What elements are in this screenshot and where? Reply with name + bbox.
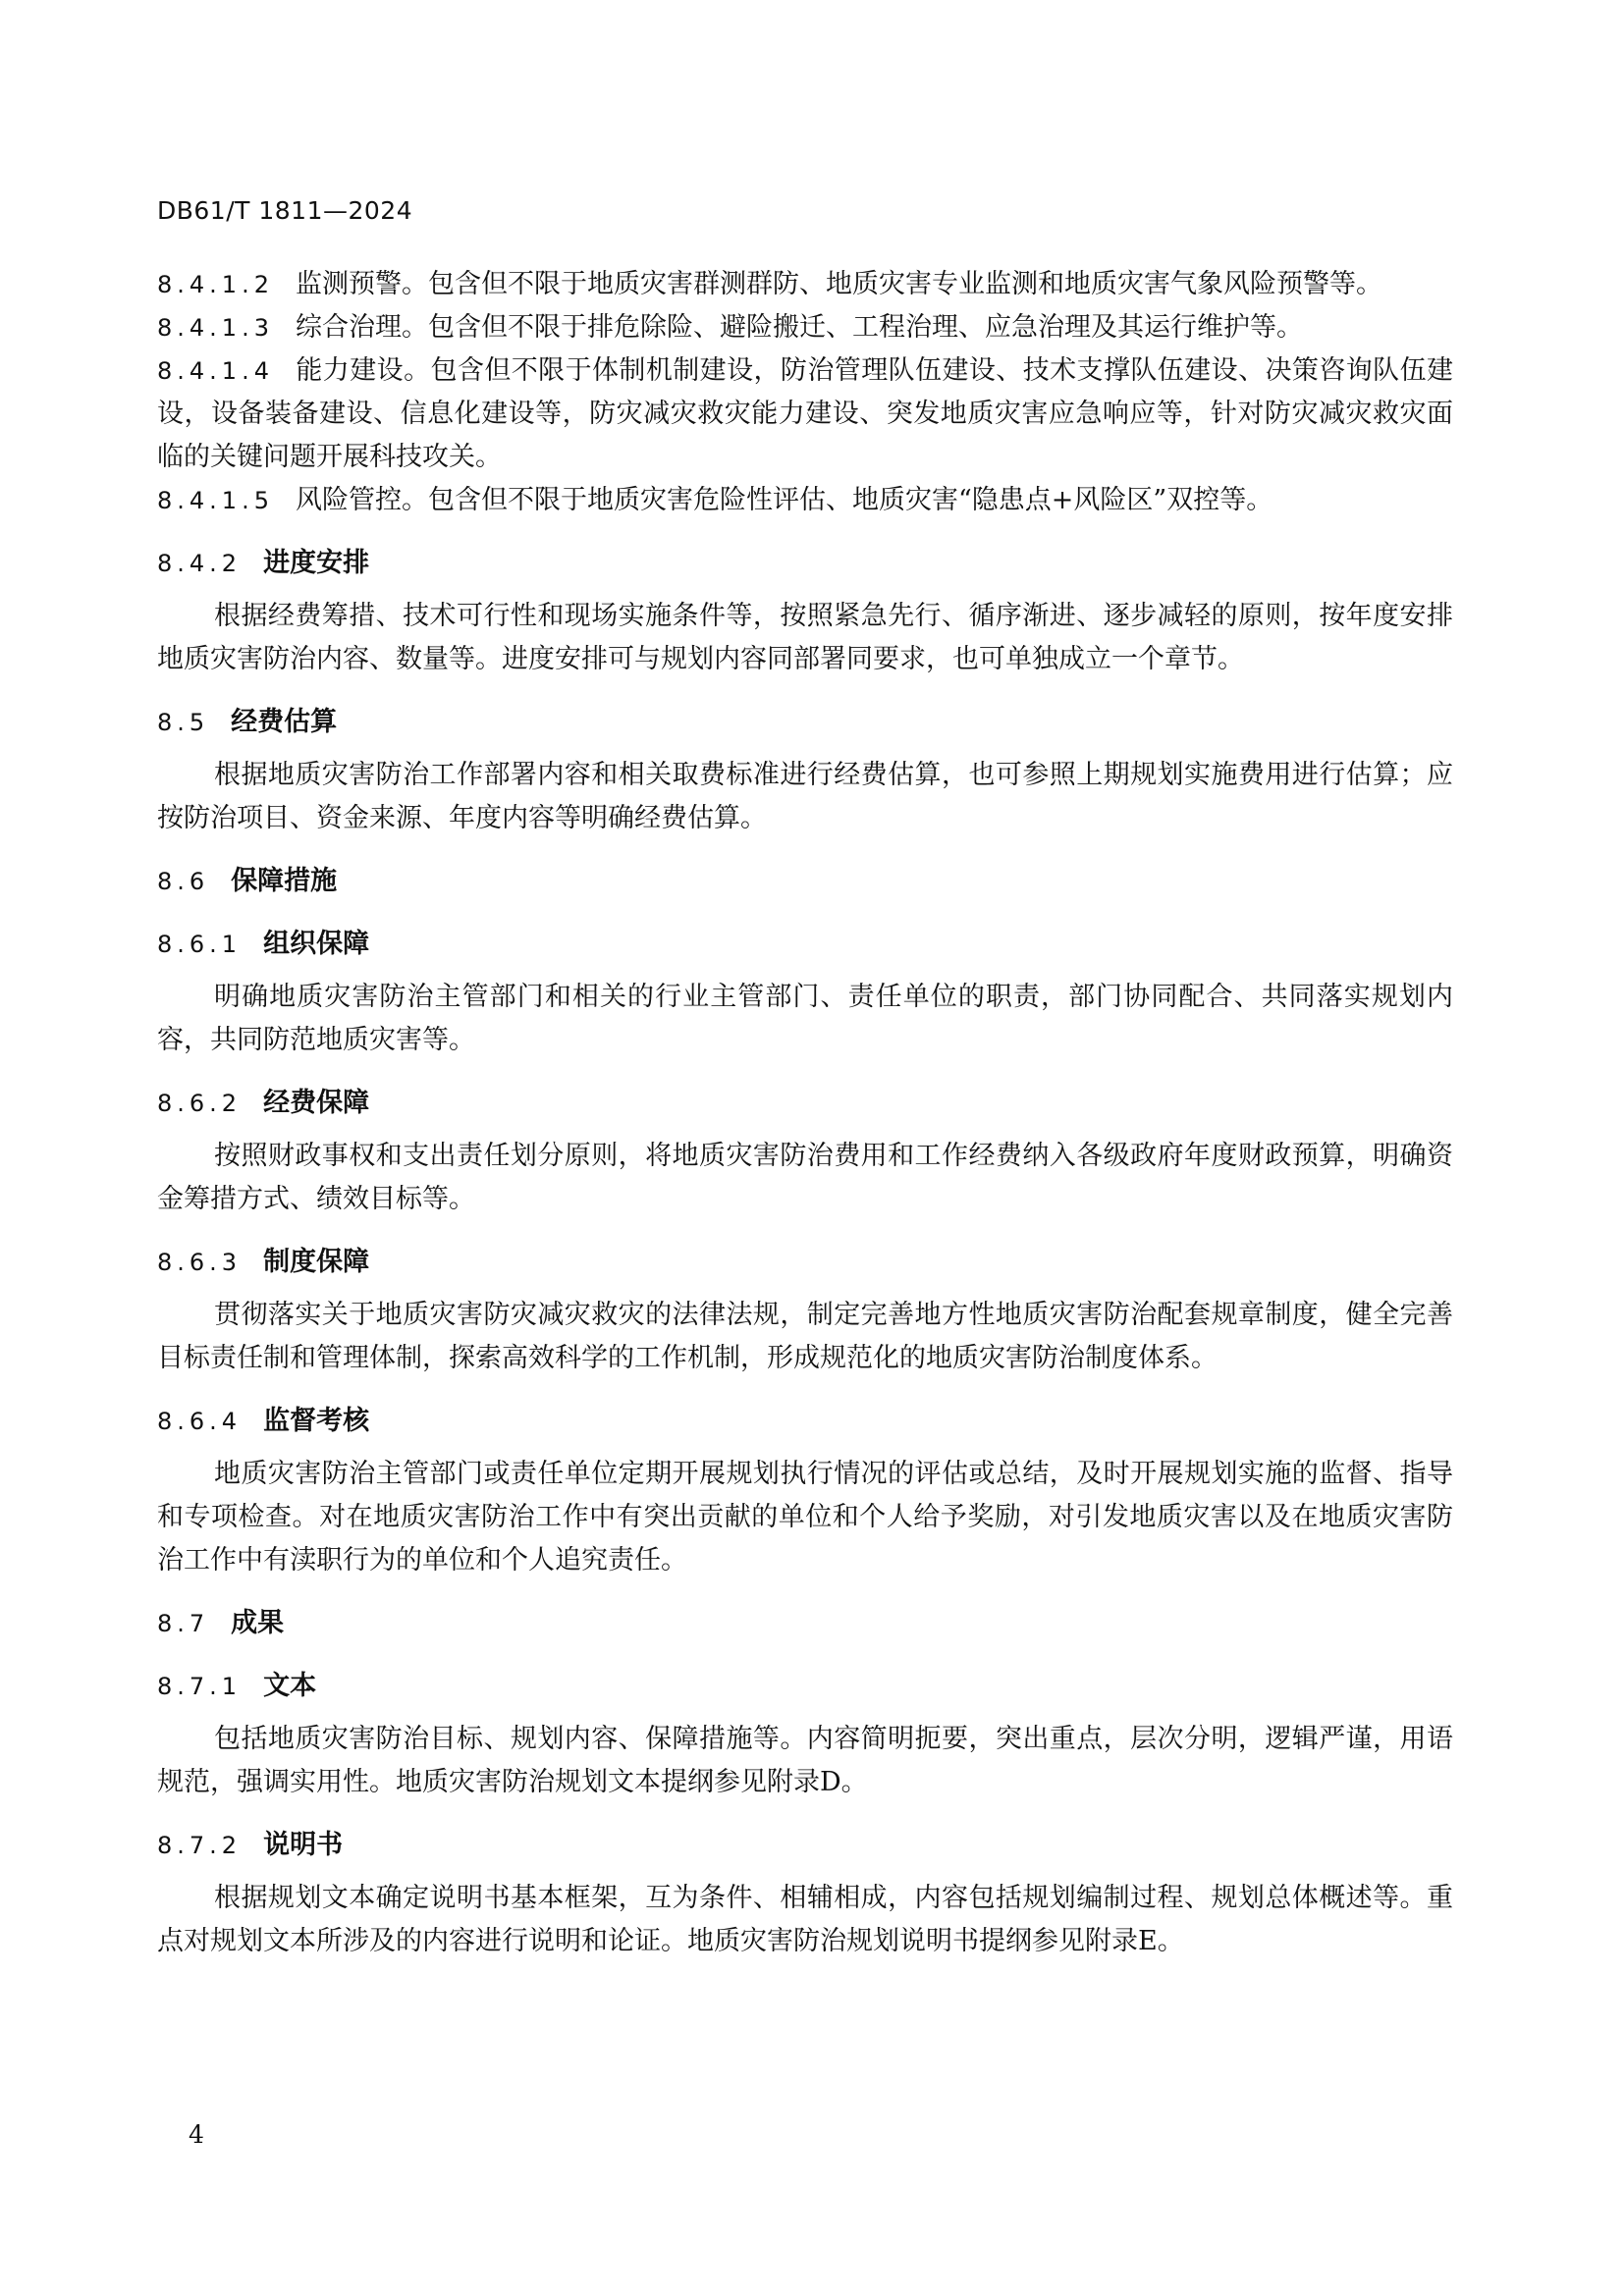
section-number: 8.4.2	[157, 550, 243, 577]
clause-text: 能力建设。包含但不限于体制机制建设，防治管理队伍建设、技术支撑队伍建设、决策咨询队伍建设，设备装备建设、信息化建设等，防灾减灾救灾能力建设、突发地质灾害应急响应等，针对防灾减灾救灾面临的关键问题开展科技攻关。	[157, 355, 1453, 472]
section-title: 进度安排	[263, 548, 370, 578]
section-number: 8.7.2	[157, 1832, 243, 1859]
heading-8-6	[157, 860, 1453, 903]
heading-8-7-2	[157, 1824, 1453, 1867]
section-number: 8.5	[157, 709, 210, 736]
heading-8-6-3	[157, 1241, 1453, 1284]
section-title: 组织保障	[263, 929, 370, 959]
page-number: 4	[189, 2120, 204, 2149]
document-code: DB61/T 1811—2024	[157, 196, 413, 225]
section-title: 制度保障	[263, 1247, 370, 1277]
clause-number: 8.4.1.5	[157, 487, 274, 514]
paragraph-8-7-1: 包括地质灾害防治目标、规划内容、保障措施等。内容简明扼要，突出重点，层次分明，逻辑严谨，用语规范，强调实用性。地质灾害防治规划文本提纲参见附录D。	[157, 1724, 1453, 1797]
paragraph-8-7-2: 根据规划文本确定说明书基本框架，互为条件、相辅相成，内容包括规划编制过程、规划总体概述等。重点对规划文本所涉及的内容进行说明和论证。地质灾害防治规划说明书提纲参见附录E。	[157, 1883, 1453, 1956]
section-title: 保障措施	[231, 866, 338, 896]
section-number: 8.6.4	[157, 1408, 243, 1435]
clause-8-4-1-3	[157, 306, 1453, 349]
clause-number: 8.4.1.4	[157, 357, 274, 385]
clause-number: 8.4.1.2	[157, 271, 274, 298]
clause-8-4-1-2	[157, 263, 1453, 306]
heading-8-7-1	[157, 1665, 1453, 1708]
heading-8-5	[157, 701, 1453, 744]
section-number: 8.7.1	[157, 1673, 243, 1700]
document-body	[157, 263, 1453, 1963]
section-number: 8.6.2	[157, 1090, 243, 1117]
heading-8-7	[157, 1602, 1453, 1645]
clause-text: 综合治理。包含但不限于排危除险、避险搬迁、工程治理、应急治理及其运行维护等。	[295, 312, 1303, 343]
section-number: 8.6.3	[157, 1249, 243, 1276]
section-title: 文本	[263, 1671, 317, 1701]
paragraph-8-6-4: 地质灾害防治主管部门或责任单位定期开展规划执行情况的评估或总结，及时开展规划实施的监督、指导和专项检查。对在地质灾害防治工作中有突出贡献的单位和个人给予奖励，对引发地质灾害以及在地质灾害防治工作中有渎职行为的单位和个人追究责任。	[157, 1459, 1453, 1575]
heading-8-6-1	[157, 923, 1453, 966]
clause-8-4-1-4	[157, 349, 1453, 479]
heading-8-4-2	[157, 542, 1453, 585]
section-title: 成果	[231, 1608, 285, 1638]
clause-text: 监测预警。包含但不限于地质灾害群测群防、地质灾害专业监测和地质灾害气象风险预警等。	[295, 269, 1382, 299]
paragraph-8-6-3: 贯彻落实关于地质灾害防灾减灾救灾的法律法规，制定完善地方性地质灾害防治配套规章制度，健全完善目标责任制和管理体制，探索高效科学的工作机制，形成规范化的地质灾害防治制度体系。	[157, 1300, 1453, 1373]
section-number: 8.6	[157, 868, 210, 895]
heading-8-6-2	[157, 1082, 1453, 1125]
section-number: 8.6.1	[157, 931, 243, 958]
clause-text: 风险管控。包含但不限于地质灾害危险性评估、地质灾害“隐患点+风险区”双控等。	[295, 485, 1273, 515]
section-title: 经费保障	[263, 1088, 370, 1118]
section-title: 说明书	[263, 1830, 344, 1860]
paragraph-8-5: 根据地质灾害防治工作部署内容和相关取费标准进行经费估算，也可参照上期规划实施费用进行估算；应按防治项目、资金来源、年度内容等明确经费估算。	[157, 760, 1453, 833]
clause-8-4-1-5	[157, 479, 1453, 522]
heading-8-6-4	[157, 1400, 1453, 1443]
paragraph-8-4-2: 根据经费筹措、技术可行性和现场实施条件等，按照紧急先行、循序渐进、逐步减轻的原则，按年度安排地质灾害防治内容、数量等。进度安排可与规划内容同部署同要求，也可单独成立一个章节。	[157, 601, 1453, 674]
paragraph-8-6-1: 明确地质灾害防治主管部门和相关的行业主管部门、责任单位的职责，部门协同配合、共同落实规划内容，共同防范地质灾害等。	[157, 982, 1453, 1055]
section-number: 8.7	[157, 1610, 210, 1637]
section-title: 监督考核	[263, 1406, 370, 1436]
clause-number: 8.4.1.3	[157, 314, 274, 342]
section-title: 经费估算	[231, 707, 338, 737]
paragraph-8-6-2: 按照财政事权和支出责任划分原则，将地质灾害防治费用和工作经费纳入各级政府年度财政预算，明确资金筹措方式、绩效目标等。	[157, 1141, 1453, 1214]
